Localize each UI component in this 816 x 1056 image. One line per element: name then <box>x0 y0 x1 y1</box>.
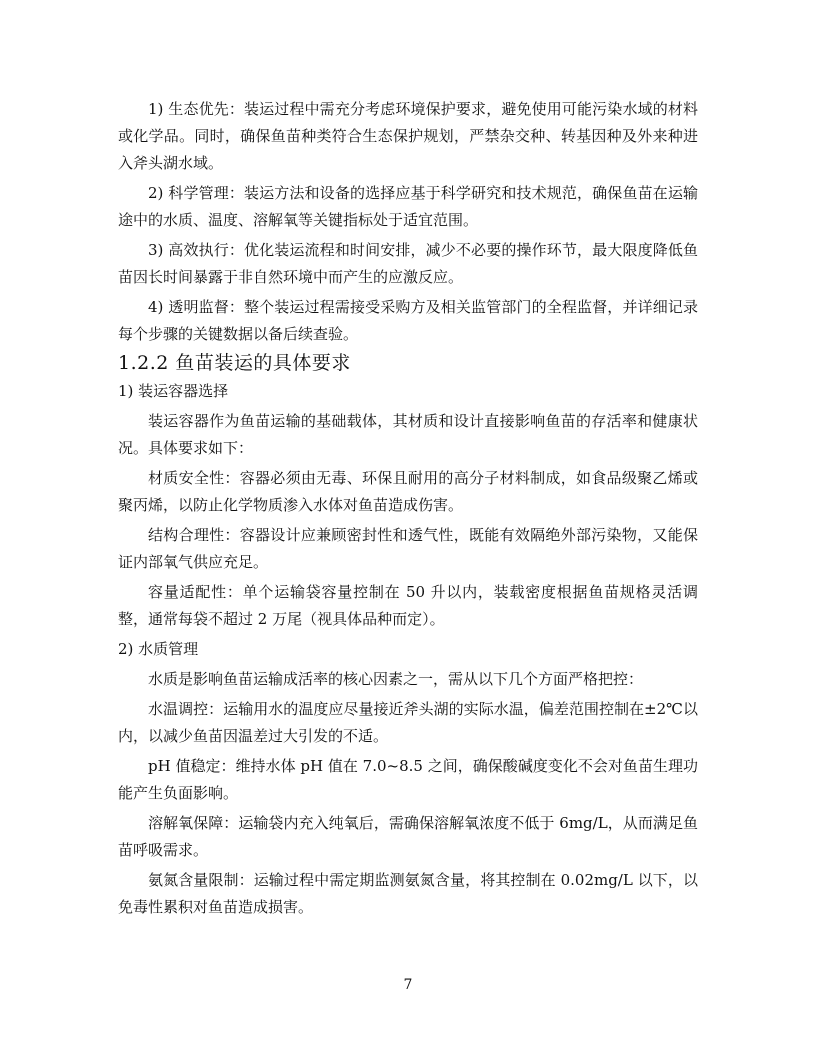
container-capacity: 容量适配性：单个运输袋容量控制在 50 升以内，装载密度根据鱼苗规格灵活调整，通常每袋不超过 2 万尾（视具体品种而定）。 <box>118 583 698 628</box>
water-ph: pH 值稳定：维持水体 pH 值在 7.0~8.5 之间，确保酸碱度变化不会对鱼苗生理功能产生负面影响。 <box>118 757 698 802</box>
water-temperature: 水温调控：运输用水的温度应尽量接近斧头湖的实际水温，偏差范围控制在±2℃以内，以减少鱼苗因温差过大引发的不适。 <box>118 700 698 745</box>
section-heading: 1.2.2 鱼苗装运的具体要求 <box>118 352 351 374</box>
water-ammonia: 氨氮含量限制：运输过程中需定期监测氨氮含量，将其控制在 0.02mg/L 以下，以免毒性累积对鱼苗造成损害。 <box>118 871 698 916</box>
water-subheading: 2) 水质管理 <box>118 640 199 658</box>
container-structure: 结构合理性：容器设计应兼顾密封性和透气性，既能有效隔绝外部污染物，又能保证内部氧气供应充足。 <box>118 526 698 571</box>
container-intro: 装运容器作为鱼苗运输的基础载体，其材质和设计直接影响鱼苗的存活率和健康状况。具体要求如下： <box>118 412 698 457</box>
container-subheading: 1) 装运容器选择 <box>118 382 229 400</box>
principle-transparency: 4) 透明监督：整个装运过程需接受采购方及相关监管部门的全程监督，并详细记录每个步骤的关键数据以备后续查验。 <box>118 298 698 343</box>
container-material: 材质安全性：容器必须由无毒、环保且耐用的高分子材料制成，如食品级聚乙烯或聚丙烯，以防止化学物质渗入水体对鱼苗造成伤害。 <box>118 469 698 514</box>
principle-efficiency: 3) 高效执行：优化装运流程和时间安排，减少不必要的操作环节，最大限度降低鱼苗因长时间暴露于非自然环境中而产生的应激反应。 <box>118 241 698 286</box>
water-intro: 水质是影响鱼苗运输成活率的核心因素之一，需从以下几个方面严格把控： <box>148 670 644 688</box>
document-body <box>118 96 698 924</box>
page-number: 7 <box>403 977 413 993</box>
principle-ecology: 1) 生态优先：装运过程中需充分考虑环境保护要求，避免使用可能污染水域的材料或化学品。同时，确保鱼苗种类符合生态保护规划，严禁杂交种、转基因种及外来种进入斧头湖水域。 <box>118 100 698 172</box>
principle-science: 2) 科学管理：装运方法和设备的选择应基于科学研究和技术规范，确保鱼苗在运输途中的水质、温度、溶解氧等关键指标处于适宜范围。 <box>118 184 698 229</box>
water-oxygen: 溶解氧保障：运输袋内充入纯氧后，需确保溶解氧浓度不低于 6mg/L，从而满足鱼苗呼吸需求。 <box>118 814 698 859</box>
